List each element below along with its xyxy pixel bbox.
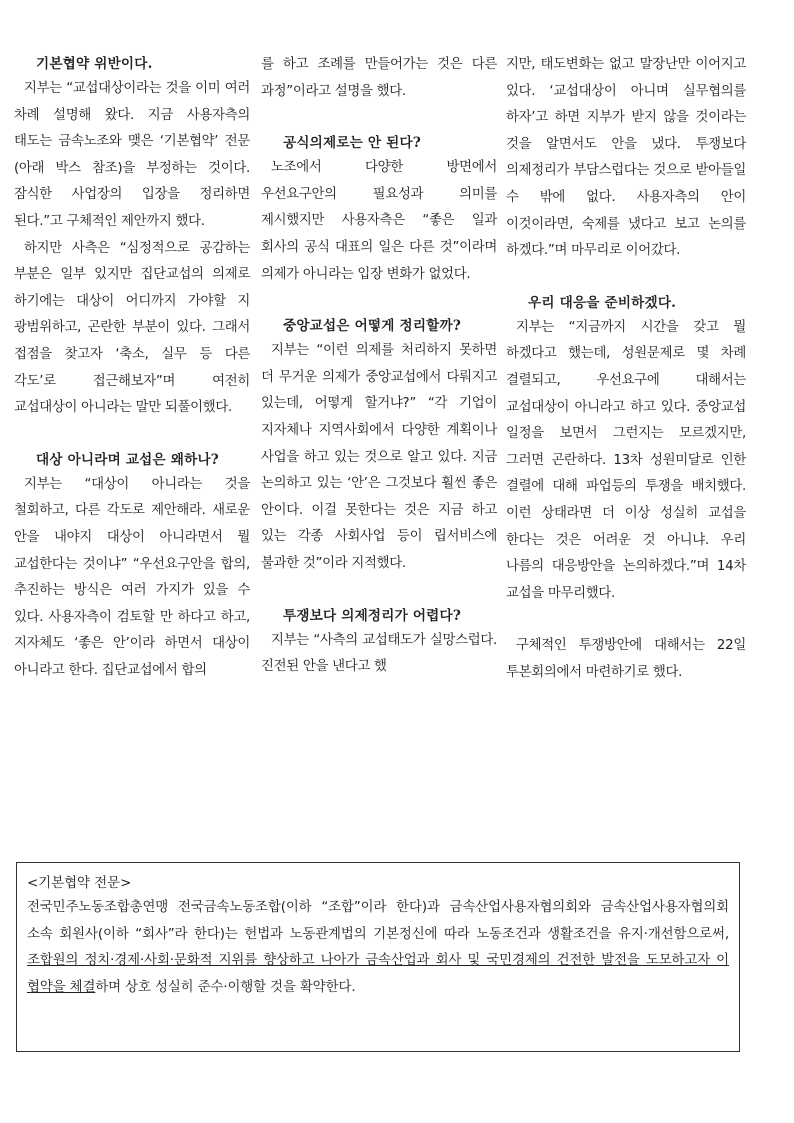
paragraph: 구체적인 투쟁방안에 대해서는 22일 투본회의에서 마련하기로 했다. xyxy=(506,638,746,680)
paragraph: 지부는 “지금까지 시간을 갖고 뭘 하겠다고 했는데, 성원문제로 몇 차례 결렬되고, 우선요구에 대해서는 교섭대상이 아니라고 하고 있다. 중앙교섭 일정을 보면서 그런지는 모르겠지만, 그러면 곤란하다. 13차 성원미달로 인한 결렬에 대해 파업등의 투쟁을 배치했다. 이런 상태라면 더 이상 성실히 교섭을 한다는 것은 어려운 것 아니냐. 우리 나름의 대응방안을 논의하겠다.”며 14차 교섭을 마무리했다. xyxy=(506,319,746,601)
section-heading: 중앙교섭은 어떻게 정리할까? xyxy=(283,318,462,335)
paragraph: 지부는 “이런 의제를 처리하지 못하면 더 무거운 의제가 중앙교섭에서 다뤄지고 있는데, 어떻게 할거냐?” “각 기업이 지자체나 지역사회에서 다양한 계획이나 사업을 하고 있는 것으로 알고 있다. 지금 논의하고 있는 ‘안’은 그것보다 훨씬 좋은 안이다. 이걸 못한다는 것은 지금 하고 있는 각종 사회사업 등이 립서비스에 불과한 것”이라 지적했다. xyxy=(261,343,497,571)
section-heading: 공식의제로는 안 된다? xyxy=(283,135,422,152)
paragraph: 하지만 사측은 “심정적으로 공감하는 부분은 일부 있지만 집단교섭의 의제로 하기에는 대상이 어디까지 가야할 지 광범위하고, 곤란한 부분이 있다. 그래서 접점을 찾고자 ‘축소, 실무 등 다른 각도’로 접근해보자”며 여전히 교섭대상이 아니라는 말만 되풀이했다. xyxy=(14,240,250,416)
section-heading: 대상 아니라며 교섭은 왜하나? xyxy=(36,451,219,468)
section-heading: 우리 대응을 준비하겠다. xyxy=(528,294,677,311)
box-text-part: 전국민주노동조합총연맹 전국금속노동조합(이하 “조합”이라 한다)과 금속산업사용자협의회와 금속산업사용자협의회 소속 회원사(이하 “회사”라 한다)는 헌법과 노동관계법의 기본정신에 따라 노동조건과 생활조건을 유지·개선함으로써, xyxy=(27,900,729,942)
paragraph: 지부는 “교섭대상이라는 것을 이미 여러 차례 설명해 왔다. 지금 사용자측의 태도는 금속노조와 맺은 ‘기본협약’ 전문(아래 박스 참조)을 부정하는 것이다. 잠식한 사업장의 입장을 정리하면 된다.”고 구체적인 제안까지 했다. xyxy=(14,81,250,229)
column-left xyxy=(14,52,250,684)
box-title: <기본협약 전문> xyxy=(27,876,132,891)
agreement-preamble-box xyxy=(16,862,740,1052)
section-heading: 투쟁보다 의제정리가 어렵다? xyxy=(283,607,462,624)
box-text xyxy=(27,895,729,1001)
box-text-underlined: 조합원의 정치·경제·사회·문화적 지위를 향상하고 나아가 금속산업과 회사 및 국민경제의 건전한 발전을 도모하고자 이 협약을 체결 xyxy=(27,953,729,995)
column-right xyxy=(506,52,746,686)
paragraph: 지부는 “대상이 아니라는 것을 철회하고, 다른 각도로 제안해라. 새로운 안을 내야지 대상이 아니라면서 뭘 교섭한다는 것이냐” “우선요구안을 합의, 추진하는 방식은 여러 가지가 있을 수 있다. 사용자측이 검토할 만 하다고 하고, 지자체도 ‘좋은 안’이라 하면서 대상이 아니라고 한다. 집단교섭에서 합의 xyxy=(14,476,250,678)
section-heading: 기본협약 위반이다. xyxy=(36,56,153,72)
paragraph: 지부는 “사측의 교섭태도가 실망스럽다. 진전된 안을 낸다고 했 xyxy=(261,632,497,675)
paragraph: 지만, 태도변화는 없고 말장난만 이어지고 있다. ‘교섭대상이 아니며 실무협의를 하자’고 하면 지부가 받지 않을 것이라는 것을 알면서도 안을 냈다. 투쟁보다 의제정리가 부담스럽다는 것으로 받아들일 수 밖에 없다. 사용자측의 안이 이것이라면, 숙제를 냈다고 보고 논의를 하겠다.”며 마무리로 이어갔다. xyxy=(506,57,746,259)
paragraph: 를 하고 조례를 만들어가는 것은 다른 과정”이라고 설명을 했다. xyxy=(261,57,497,99)
paragraph: 노조에서 다양한 방면에서 우선요구안의 필요성과 의미를 제시했지만 사용자측은 “좋은 일과 회사의 공식 대표의 일은 다른 것”이라며 의제가 아니라는 입장 변화가 없었다. xyxy=(261,160,497,282)
box-text-part: 하며 상호 성실히 준수·이행할 것을 확약한다. xyxy=(95,979,356,995)
column-middle xyxy=(261,52,497,681)
